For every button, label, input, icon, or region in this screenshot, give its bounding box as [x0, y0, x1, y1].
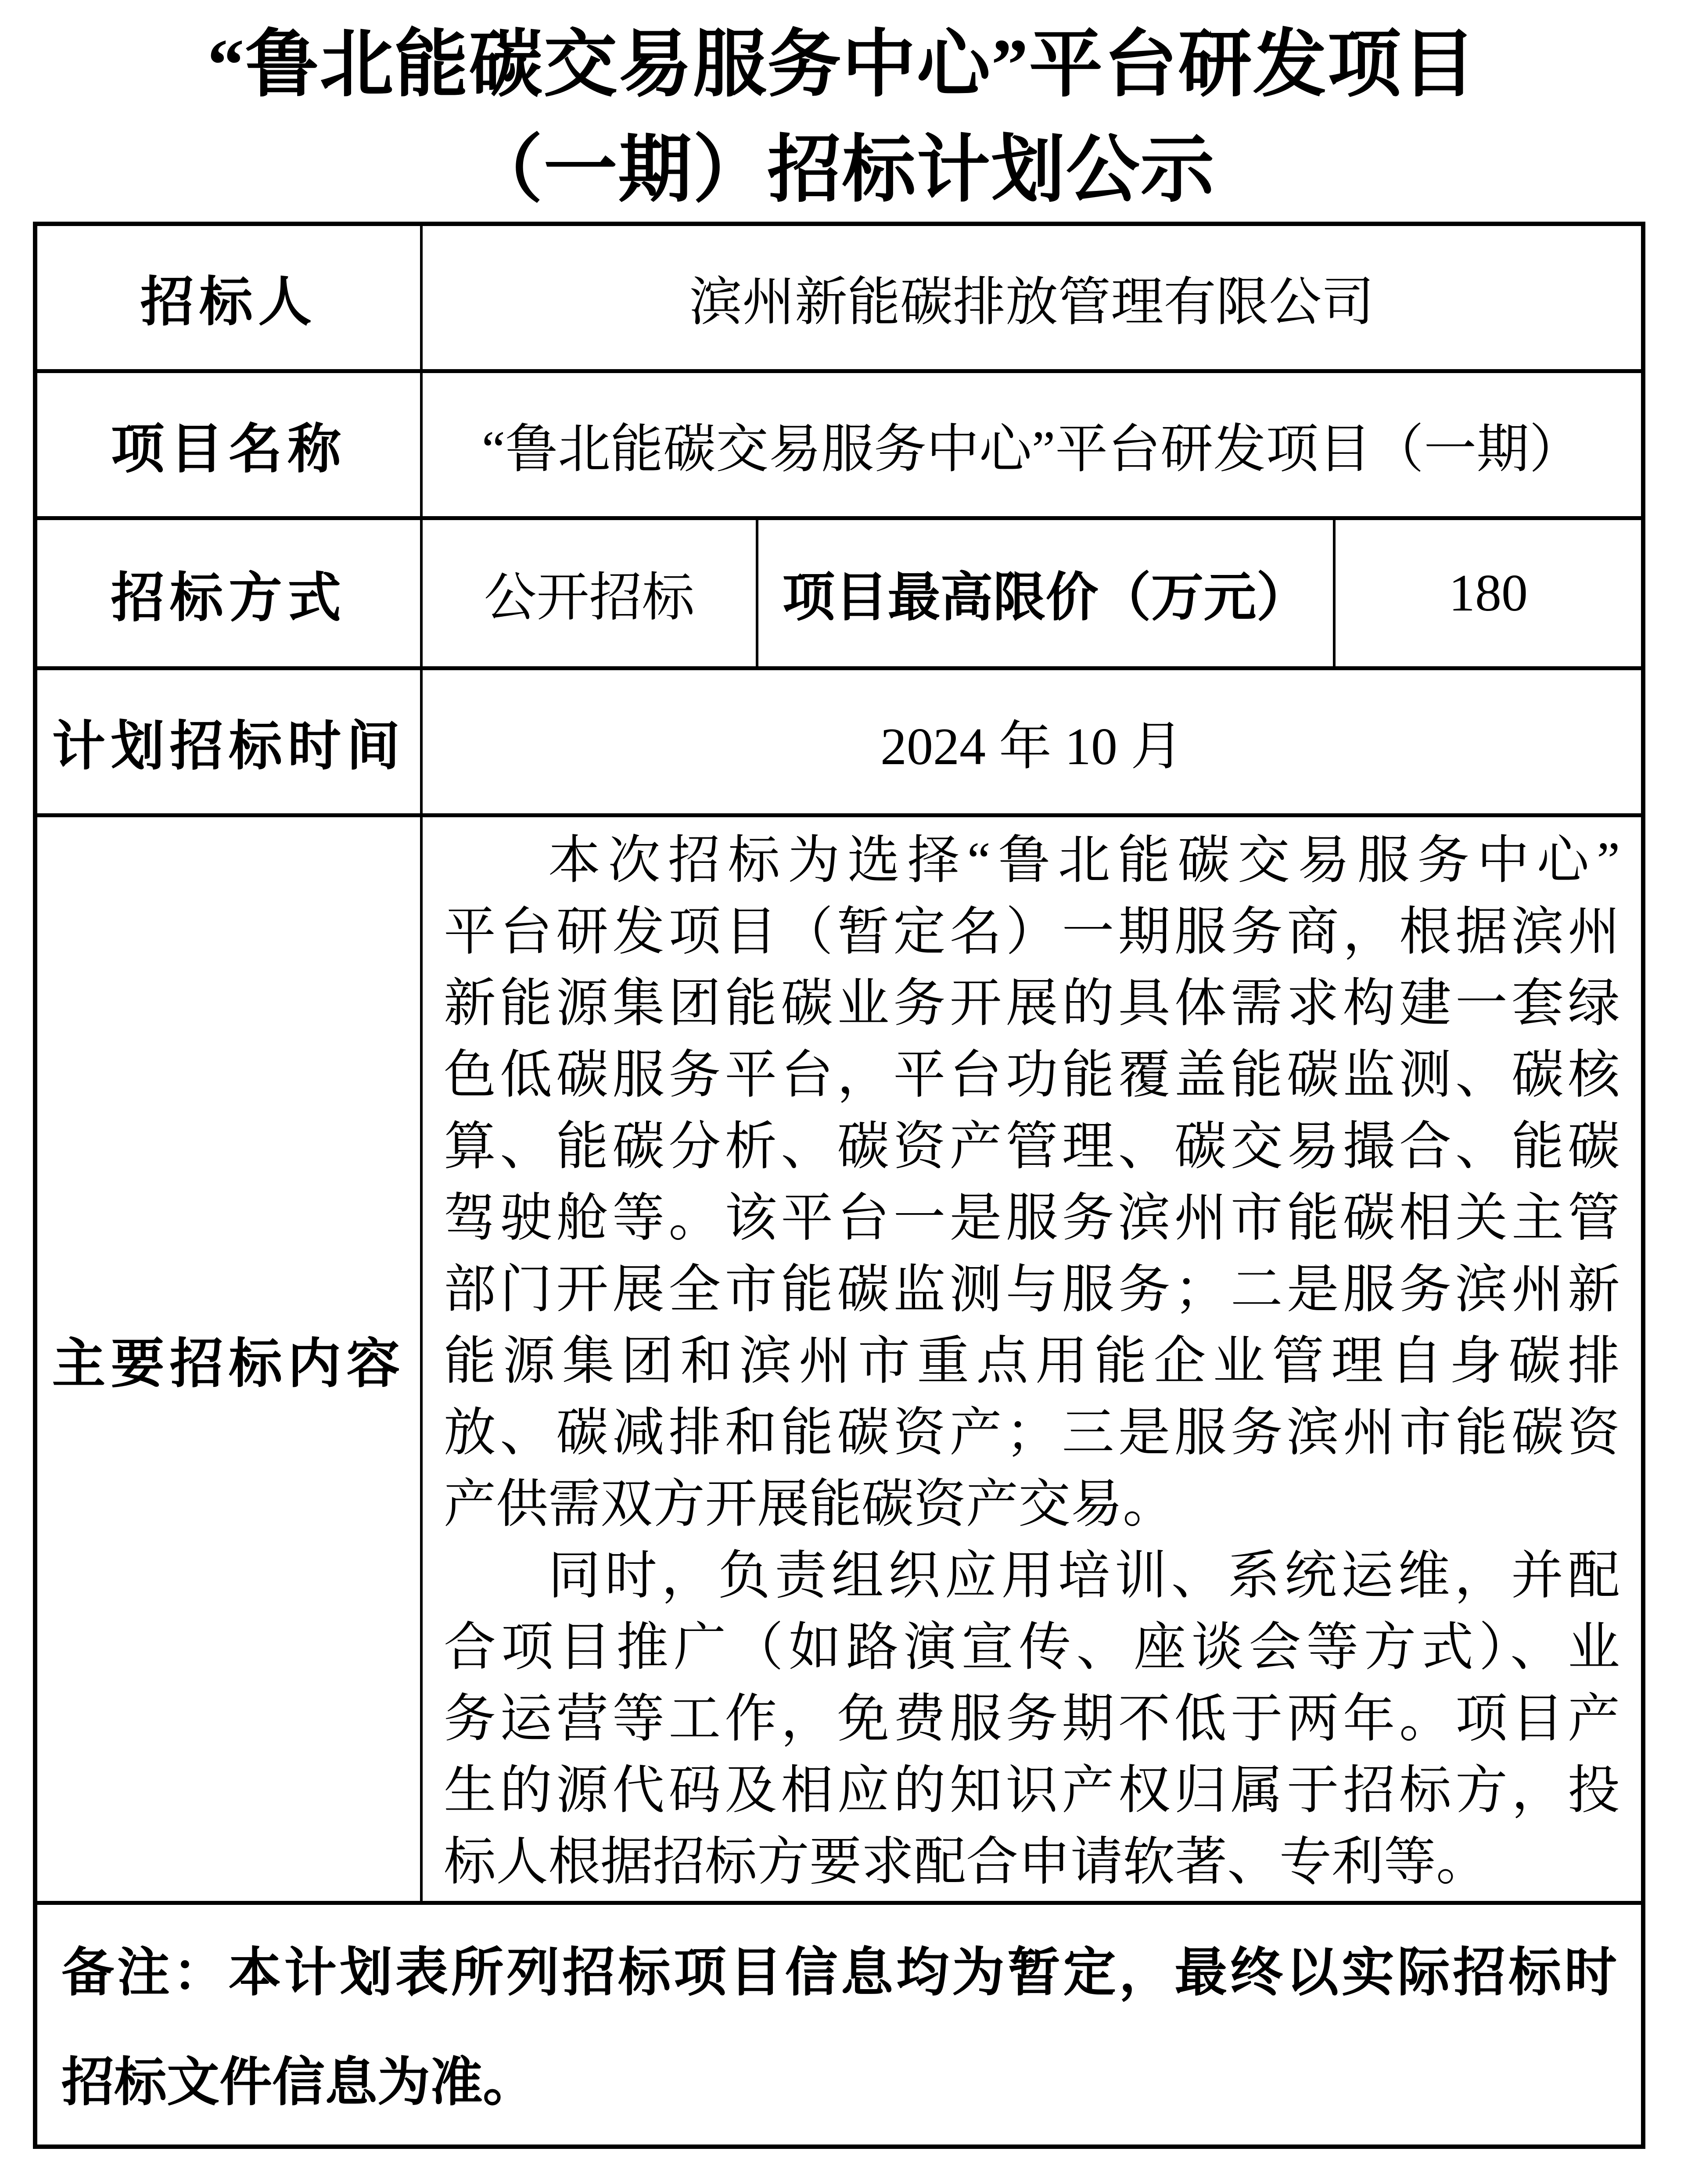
bidding-method-label: 招标方式 — [35, 518, 421, 668]
text-line: 备注：本计划表所列招标项目信息均为暂定，最终以实际招标时 — [61, 1943, 1617, 2002]
table-row-main-content — [35, 815, 1643, 1903]
planned-time-value: 2024 年 10 月 — [421, 668, 1643, 815]
bidding-plan-table — [33, 222, 1645, 2149]
text-line: 同时，负责组织应用培训、系统运维，并配 — [548, 1546, 1620, 1605]
text-line: 能源集团和滨州市重点用能企业管理自身碳排 — [444, 1332, 1620, 1390]
table-row-project-name — [35, 371, 1643, 518]
text-line: 招标文件信息为准。 — [61, 2053, 535, 2112]
table-row-bidding-method — [35, 518, 1643, 668]
page-title-line-2: （一期）招标计划公示 — [469, 129, 1215, 211]
remark-cell — [35, 1903, 1643, 2147]
price-limit-label: 项目最高限价（万元） — [757, 518, 1334, 668]
bidding-method-value: 公开招标 — [421, 518, 757, 668]
text-line: 驾驶舱等。该平台一是服务滨州市能碳相关主管 — [444, 1189, 1620, 1247]
table-row-planned-time — [35, 668, 1643, 815]
text-line: 标人根据招标方要求配合申请软著、专利等。 — [444, 1832, 1488, 1891]
text-line: 算、能碳分析、碳资产管理、碳交易撮合、能碳 — [444, 1117, 1620, 1175]
text-line: 放、碳减排和能碳资产；三是服务滨州市能碳资 — [444, 1403, 1620, 1462]
bidder-label: 招标人 — [35, 224, 421, 371]
text-line: 平台研发项目（暂定名）一期服务商，根据滨州 — [444, 902, 1620, 961]
text-line: 产供需双方开展能碳资产交易。 — [444, 1475, 1175, 1533]
main-content-value — [421, 815, 1643, 1903]
text-line: 本次招标为选择“鲁北能碳交易服务中心” — [548, 831, 1620, 889]
text-line: 合项目推广（如路演宣传、座谈会等方式）、业 — [444, 1618, 1620, 1676]
project-name-value: “鲁北能碳交易服务中心”平台研发项目（一期） — [421, 371, 1643, 518]
page-title-line-1: “鲁北能碳交易服务中心”平台研发项目 — [207, 24, 1477, 106]
price-limit-value: 180 — [1334, 518, 1643, 668]
project-name-label: 项目名称 — [35, 371, 421, 518]
table-row-bidder — [35, 224, 1643, 371]
text-line: 色低碳服务平台，平台功能覆盖能碳监测、碳核 — [444, 1045, 1620, 1104]
main-content-paragraph-2 — [444, 1540, 1620, 1898]
text-line: 务运营等工作，免费服务期不低于两年。项目产 — [444, 1689, 1620, 1748]
page-title — [0, 12, 1684, 223]
text-line: 新能源集团能碳业务开展的具体需求构建一套绿 — [444, 974, 1620, 1032]
planned-time-label: 计划招标时间 — [35, 668, 421, 815]
bidder-value: 滨州新能碳排放管理有限公司 — [421, 224, 1643, 371]
table-row-remark — [35, 1903, 1643, 2147]
main-content-label: 主要招标内容 — [35, 815, 421, 1903]
text-line: 部门开展全市能碳监测与服务；二是服务滨州新 — [444, 1260, 1620, 1318]
text-line: 生的源代码及相应的知识产权归属于招标方，投 — [444, 1761, 1620, 1819]
main-content-paragraph-1 — [444, 825, 1620, 1540]
